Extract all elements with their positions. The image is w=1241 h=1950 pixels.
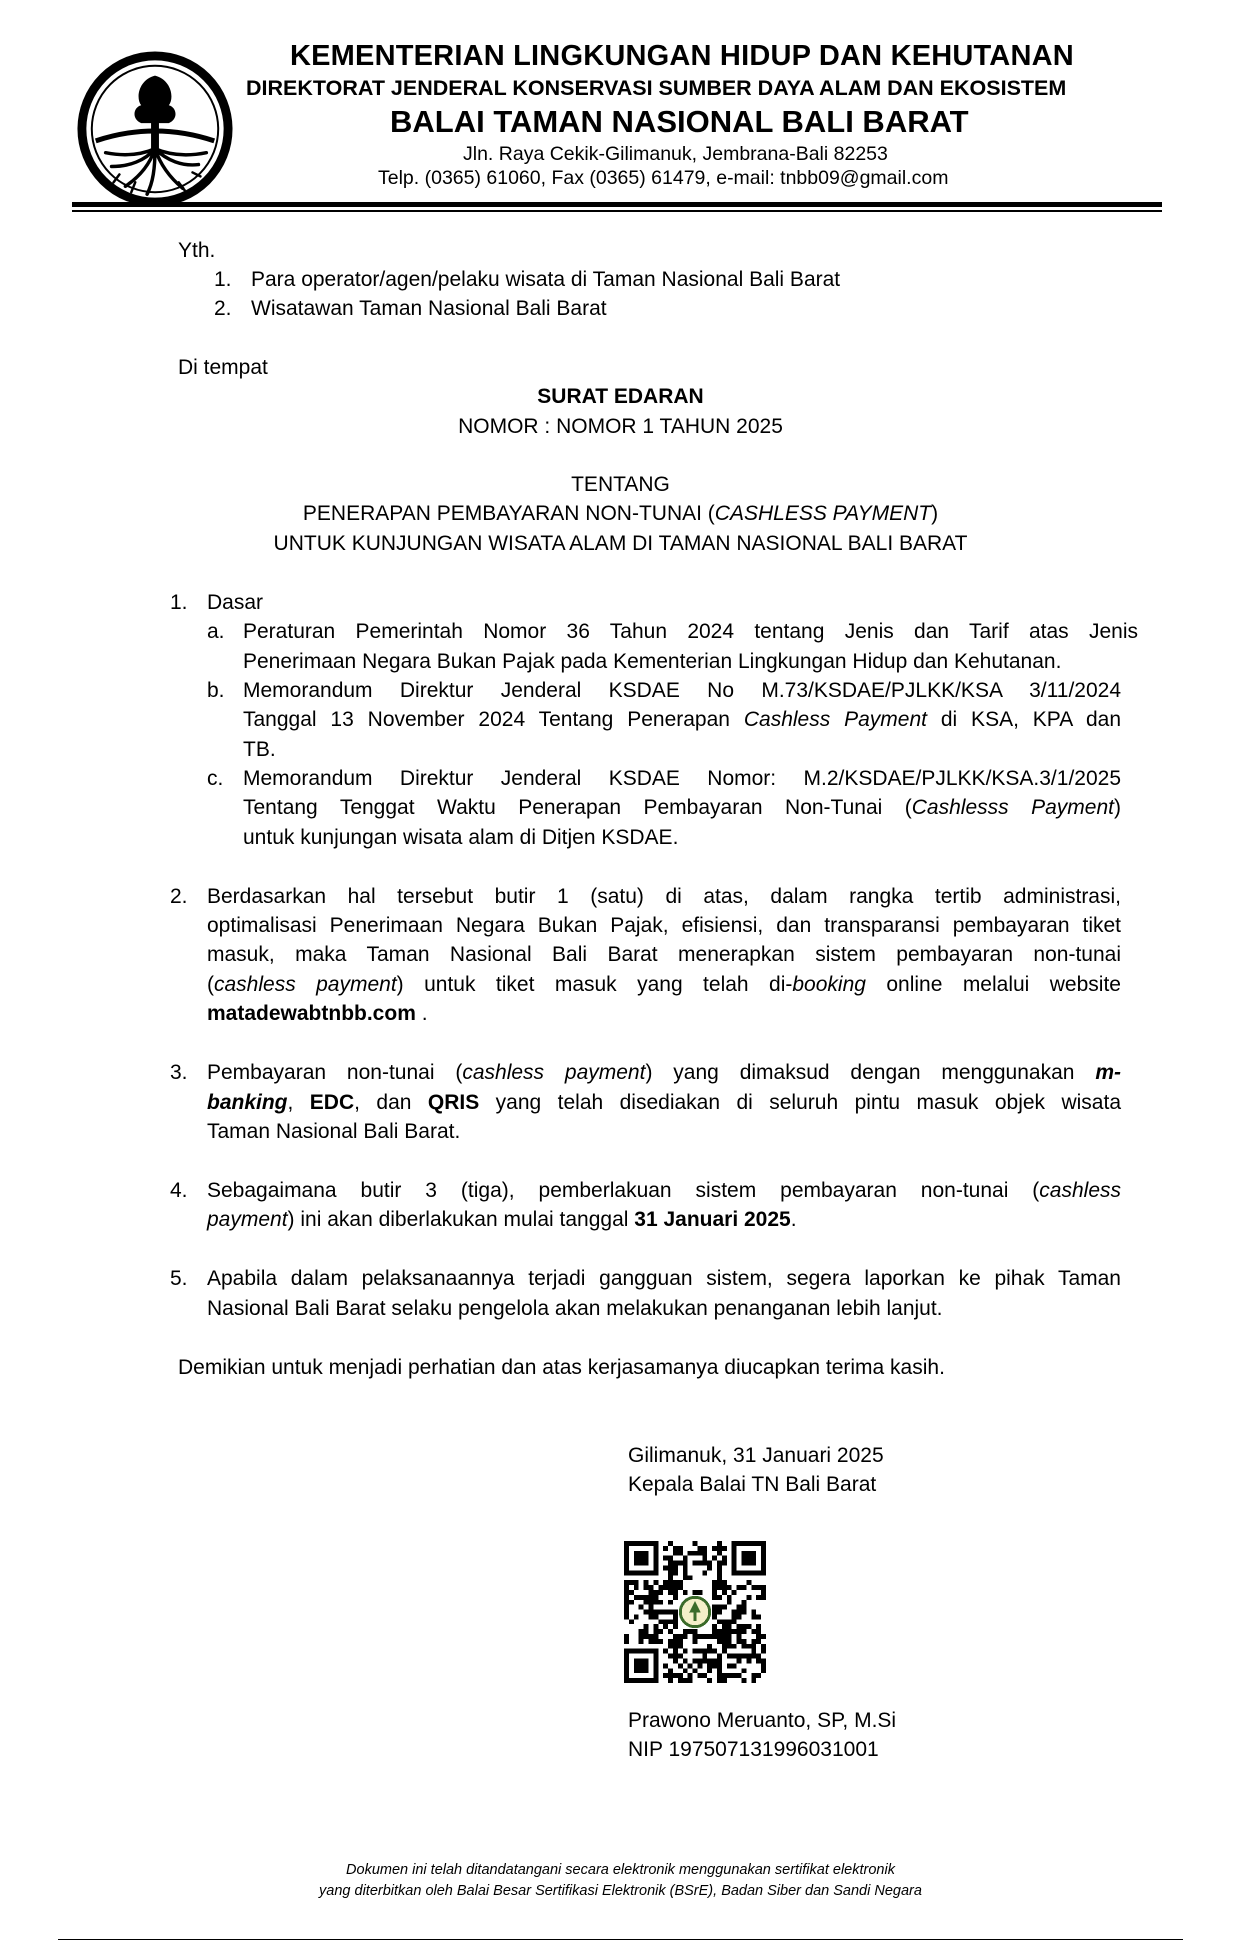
point-3-line: Pembayaran non-tunai (cashless payment) yang dimaksud dengan menggunakan m- [207,1061,1121,1084]
footer-line: Dokumen ini telah ditandatangani secara elektronik menggunakan sertifikat elektronik [346,1862,895,1878]
directorate-name: DIREKTORAT JENDERAL KONSERVASI SUMBER DAYA ALAM DAN EKOSISTEM [246,76,1067,100]
recipient-item: Wisatawan Taman Nasional Bali Barat [251,297,607,320]
booking-website: matadewabtnbb.com [207,1002,416,1025]
letter-subject-line1: PENERAPAN PEMBAYARAN NON-TUNAI (CASHLESS PAYMENT) [302,502,939,525]
point-number: 1. [170,591,188,614]
point-4-line: Sebagaimana butir 3 (tiga), pemberlakuan sistem pembayaran non-tunai (cashless [207,1179,1121,1202]
letter-title: SURAT EDARAN [537,385,704,408]
sub-point-letter: b. [207,679,225,702]
point-1c-line: untuk kunjungan wisata alam di Ditjen KSDAE. [243,826,679,849]
point-4-line: payment) ini akan diberlakukan mulai tanggal 31 Januari 2025. [207,1208,797,1231]
point-5-line: Apabila dalam pelaksanaannya terjadi gangguan sistem, segera laporkan ke pihak Taman [207,1267,1121,1290]
bottom-divider [58,1939,1183,1940]
electronic-signature-footer [0,1860,1241,1902]
signatory-name: Prawono Meruanto, SP, M.Si [628,1709,897,1732]
point-number: 3. [170,1061,188,1084]
point-1a-line: Penerimaan Negara Bukan Pajak pada Kementerian Lingkungan Hidup dan Kehutanan. [243,650,1062,673]
recipient-item: Para operator/agen/pelaku wisata di Taman Nasional Bali Barat [251,268,841,291]
salutation: Yth. [178,239,216,262]
recipient-number: 2. [214,297,232,320]
point-number: 2. [170,885,188,908]
point-3-line: banking, EDC, dan QRIS yang telah disediakan di seluruh pintu masuk objek wisata [207,1091,1121,1114]
point-2-line: masuk, maka Taman Nasional Bali Barat menerapkan sistem pembayaran non-tunai [207,943,1121,966]
letter-number: NOMOR : NOMOR 1 TAHUN 2025 [458,415,783,438]
signature-qr-code-icon [624,1541,766,1683]
recipient-place: Di tempat [178,356,268,379]
letterhead-divider-thick [72,202,1162,207]
point-number: 4. [170,1179,188,1202]
office-name: BALAI TAMAN NASIONAL BALI BARAT [390,104,969,139]
letter-subject-line2: UNTUK KUNJUNGAN WISATA ALAM DI TAMAN NASIONAL BALI BARAT [273,532,968,555]
signatory-nip: NIP 197507131996031001 [628,1738,879,1761]
closing-statement: Demikian untuk menjadi perhatian dan atas kerjasamanya diucapkan terima kasih. [178,1356,945,1379]
point-1b-line: Memorandum Direktur Jenderal KSDAE No M.73/KSDAE/PJLKK/KSA 3/11/2024 [243,679,1121,702]
point-5-line: Nasional Bali Barat selaku pengelola akan melakukan penanganan lebih lanjut. [207,1297,943,1320]
point-2-line: matadewabtnbb.com . [207,1002,428,1025]
office-contact: Telp. (0365) 61060, Fax (0365) 61479, e-mail: tnbb09@gmail.com [378,167,949,189]
point-1c-line: Tentang Tenggat Waktu Penerapan Pembayaran Non-Tunai (Cashlesss Payment) [243,796,1121,819]
sub-point-letter: a. [207,620,225,643]
signature-position: Kepala Balai TN Bali Barat [628,1473,877,1496]
recipient-number: 1. [214,268,232,291]
footer-line: yang diterbitkan oleh Balai Besar Sertifikasi Elektronik (BSrE), Badan Siber dan Sandi Negara [319,1883,922,1899]
letterhead [0,0,1241,215]
point-1-title: Dasar [207,591,264,614]
point-3-line: Taman Nasional Bali Barat. [207,1120,461,1143]
point-1b-line: Tanggal 13 November 2024 Tentang Penerapan Cashless Payment di KSA, KPA dan [243,708,1121,731]
point-1c-line: Memorandum Direktur Jenderal KSDAE Nomor: M.2/KSDAE/PJLKK/KSA.3/1/2025 [243,767,1121,790]
point-1b-line: TB. [243,738,276,761]
point-2-line: (cashless payment) untuk tiket masuk yang telah di-booking online melalui website [207,973,1121,996]
ministry-name: KEMENTERIAN LINGKUNGAN HIDUP DAN KEHUTANAN [290,40,1074,72]
point-number: 5. [170,1267,188,1290]
office-address: Jln. Raya Cekik-Gilimanuk, Jembrana-Bali 82253 [463,143,888,165]
signature-place-date: Gilimanuk, 31 Januari 2025 [628,1444,884,1467]
sub-point-letter: c. [207,767,224,790]
ministry-logo-icon [76,50,234,208]
letter-about: TENTANG [571,473,670,496]
letterhead-divider-thin [72,210,1162,212]
point-2-line: Berdasarkan hal tersebut butir 1 (satu) di atas, dalam rangka tertib administrasi, [207,885,1121,908]
point-2-line: optimalisasi Penerimaan Negara Bukan Pajak, efisiensi, dan transparansi pembayaran tiket [207,914,1121,937]
point-1a-line: Peraturan Pemerintah Nomor 36 Tahun 2024 tentang Jenis dan Tarif atas Jenis [243,620,1138,643]
